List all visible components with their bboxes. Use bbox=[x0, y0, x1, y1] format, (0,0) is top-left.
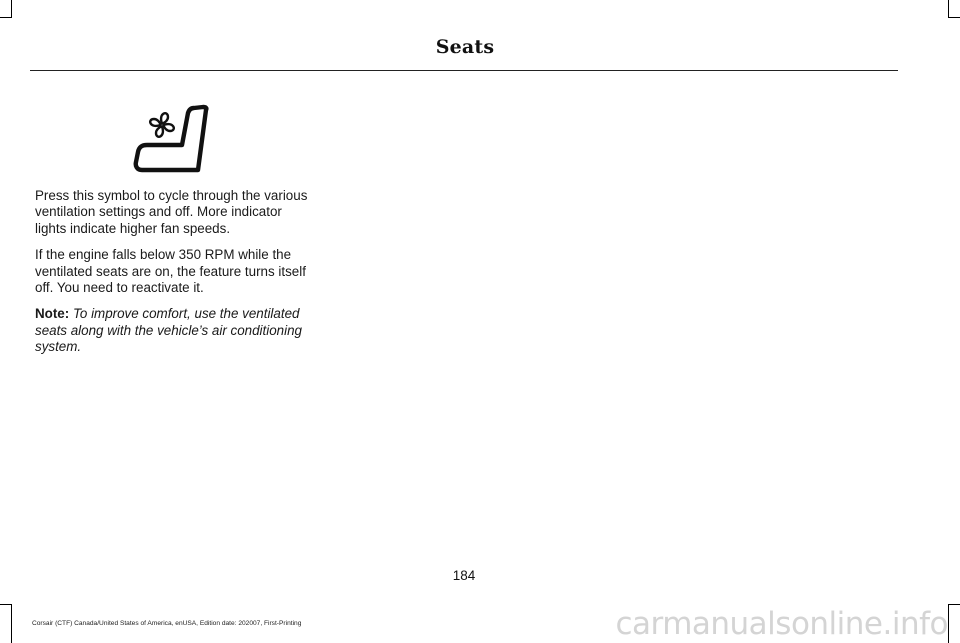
paragraph-ventilation-settings: Press this symbol to cycle through the various ventilation settings and off. More indicator lights indicate higher fan speeds. bbox=[35, 188, 308, 236]
crop-mark-bottom-right-horizontal bbox=[948, 604, 960, 605]
note-text: To improve comfort, use the ventilated seats along with the vehicle’s air conditioning system. bbox=[35, 306, 302, 355]
edition-footer: Corsair (CTF) Canada/United States of America, enUSA, Edition date: 202007, First-Printing bbox=[32, 620, 302, 627]
note-paragraph bbox=[35, 306, 315, 355]
ventilated-seat-icon bbox=[130, 104, 212, 176]
watermark: carmanualsonline.info bbox=[615, 606, 948, 642]
paragraph-engine-rpm: If the engine falls below 350 RPM while the ventilated seats are on, the feature turns itself off. You need to reactivate it. bbox=[35, 247, 306, 296]
body-content bbox=[35, 188, 315, 366]
page-number: 184 bbox=[452, 568, 476, 583]
header-divider bbox=[30, 70, 898, 71]
crop-mark-top-right-vertical bbox=[948, 0, 949, 17]
crop-mark-bottom-left-vertical bbox=[11, 604, 12, 643]
crop-mark-top-left-horizontal bbox=[0, 17, 12, 18]
crop-mark-bottom-right-vertical bbox=[948, 604, 949, 643]
crop-mark-bottom-left-horizontal bbox=[0, 604, 12, 605]
crop-mark-top-right-horizontal bbox=[948, 17, 960, 18]
note-label: Note: bbox=[35, 306, 70, 322]
crop-mark-top-left-vertical bbox=[11, 0, 12, 17]
page-title: Seats bbox=[435, 36, 495, 58]
